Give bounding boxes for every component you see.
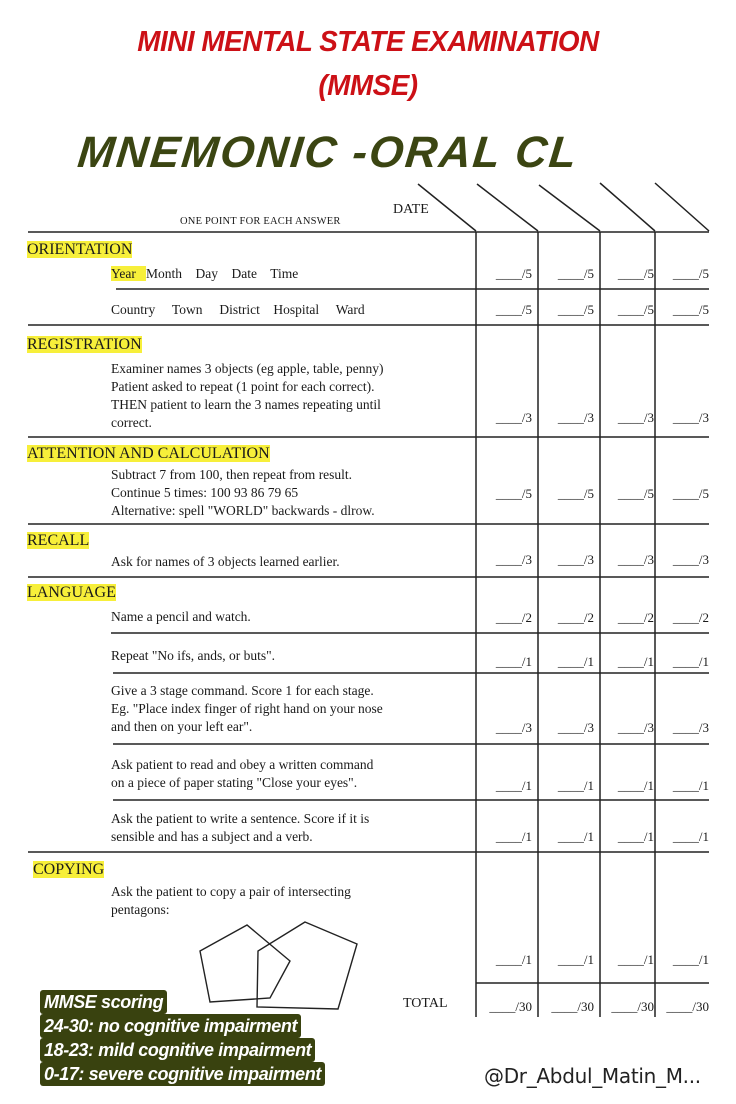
section-heading-recall: RECALL — [27, 532, 90, 549]
mnemonic-heading: MNEMONIC -ORAL CL — [75, 128, 581, 177]
orientation-word: Ward — [335, 302, 365, 317]
score-field[interactable]: ____/5 — [617, 486, 654, 501]
section-heading-language: LANGUAGE — [27, 584, 116, 601]
page-title: MINI MENTAL STATE EXAMINATION — [137, 26, 599, 58]
score-field[interactable]: ____/3 — [495, 720, 532, 735]
total-label: TOTAL — [403, 996, 448, 1011]
score-field[interactable]: ____/3 — [617, 410, 654, 425]
instruction-line: Give a 3 stage command. Score 1 for each stage. — [111, 683, 374, 698]
score-field[interactable]: ____/3 — [557, 720, 594, 735]
score-field[interactable]: ____/1 — [672, 952, 709, 967]
instruction-line: Ask the patient to copy a pair of intersecting — [111, 884, 351, 899]
score-field[interactable]: ____/1 — [672, 829, 709, 844]
instruction-line: Continue 5 times: 100 93 86 79 65 — [111, 485, 299, 500]
score-field[interactable]: ____/2 — [617, 610, 654, 625]
section-heading-copying: COPYING — [33, 861, 105, 878]
instruction-line: Alternative: spell "WORLD" backwards - dlrow. — [111, 503, 375, 518]
score-field[interactable]: ____/5 — [617, 266, 654, 281]
instruction-line: pentagons: — [111, 902, 170, 917]
instruction-text: ONE POINT FOR EACH ANSWER — [180, 216, 341, 227]
scoring-range: 0-17: severe cognitive impairment — [40, 1062, 325, 1086]
score-field[interactable]: ____/3 — [557, 410, 594, 425]
orientation-word: Day — [195, 266, 219, 281]
instruction-line: on a piece of paper stating "Close your eyes". — [111, 775, 358, 790]
score-field[interactable]: ____/3 — [617, 720, 654, 735]
score-field[interactable]: ____/30 — [666, 999, 709, 1014]
score-field[interactable]: ____/5 — [557, 266, 594, 281]
scoring-legend — [40, 990, 325, 1086]
score-field[interactable]: ____/5 — [672, 266, 709, 281]
section-heading-orientation: ORIENTATION — [27, 241, 133, 258]
score-field[interactable]: ____/1 — [557, 952, 594, 967]
score-field[interactable]: ____/1 — [557, 829, 594, 844]
date-diagonal-5 — [655, 183, 709, 231]
section-heading-registration: REGISTRATION — [27, 336, 142, 353]
instruction-line: Ask the patient to write a sentence. Score if it is — [111, 811, 370, 826]
score-field[interactable]: ____/3 — [672, 720, 709, 735]
score-field[interactable]: ____/3 — [617, 552, 654, 567]
score-field[interactable]: ____/5 — [672, 302, 709, 317]
instruction-line: Examiner names 3 objects (eg apple, table, penny) — [111, 361, 384, 376]
orientation-word: Hospital — [273, 302, 320, 317]
score-field[interactable]: ____/3 — [495, 552, 532, 567]
score-field[interactable]: ____/1 — [617, 778, 654, 793]
score-field[interactable]: ____/1 — [672, 654, 709, 669]
instruction-line: Subtract 7 from 100, then repeat from result. — [111, 467, 353, 482]
page-subtitle: (MMSE) — [318, 70, 418, 102]
orientation-word: Date — [231, 266, 258, 281]
scoring-range: 18-23: mild cognitive impairment — [40, 1038, 315, 1062]
language-item-repeat: Repeat "No ifs, ands, or buts". — [111, 648, 275, 663]
score-field[interactable]: ____/30 — [611, 999, 654, 1014]
instruction-line: THEN patient to learn the 3 names repeating until — [111, 397, 381, 412]
recall-instruction: Ask for names of 3 objects learned earlier. — [111, 554, 340, 569]
orientation-word: Time — [270, 266, 299, 281]
language-item-command — [111, 682, 383, 736]
orientation-time-items — [111, 265, 298, 283]
instruction-line: Patient asked to repeat (1 point for each correct). — [111, 379, 375, 394]
date-label: DATE — [393, 202, 429, 217]
score-field[interactable]: ____/5 — [495, 486, 532, 501]
score-field[interactable]: ____/1 — [617, 654, 654, 669]
score-field[interactable]: ____/30 — [551, 999, 594, 1014]
language-item-read — [111, 756, 373, 792]
score-field[interactable]: ____/3 — [672, 410, 709, 425]
score-field[interactable]: ____/1 — [557, 778, 594, 793]
score-field[interactable]: ____/1 — [495, 829, 532, 844]
score-field[interactable]: ____/1 — [672, 778, 709, 793]
score-field[interactable]: ____/3 — [557, 552, 594, 567]
score-field[interactable]: ____/3 — [672, 552, 709, 567]
score-field[interactable]: ____/5 — [557, 302, 594, 317]
score-field[interactable]: ____/5 — [557, 486, 594, 501]
orientation-word: Town — [171, 302, 203, 317]
instruction-line: Ask patient to read and obey a written command — [111, 757, 374, 772]
scoring-title: MMSE scoring — [40, 990, 167, 1014]
language-item-naming: Name a pencil and watch. — [111, 609, 251, 624]
scoring-range: 24-30: no cognitive impairment — [40, 1014, 301, 1038]
instruction-line: correct. — [111, 415, 152, 430]
score-field[interactable]: ____/2 — [557, 610, 594, 625]
score-field[interactable]: ____/1 — [495, 952, 532, 967]
score-field[interactable]: ____/3 — [495, 410, 532, 425]
score-field[interactable]: ____/2 — [495, 610, 532, 625]
instruction-line: Eg. "Place index finger of right hand on your nose — [111, 701, 383, 716]
date-diagonal-1 — [418, 184, 476, 231]
score-field[interactable]: ____/1 — [617, 952, 654, 967]
score-field[interactable]: ____/30 — [489, 999, 532, 1014]
orientation-word: Year — [111, 266, 136, 281]
date-diagonal-4 — [600, 183, 655, 231]
instruction-line: sensible and has a subject and a verb. — [111, 829, 313, 844]
orientation-word: Country — [111, 302, 156, 317]
author-handle: @Dr_Abdul_Matin_M... — [484, 1064, 701, 1088]
score-field[interactable]: ____/5 — [672, 486, 709, 501]
copying-instructions — [111, 883, 351, 919]
orientation-word: District — [219, 302, 260, 317]
instruction-line: and then on your left ear". — [111, 719, 253, 734]
attention-instructions — [111, 466, 375, 520]
score-field[interactable]: ____/1 — [557, 654, 594, 669]
language-item-write — [111, 810, 369, 846]
orientation-word: Month — [146, 266, 183, 281]
registration-instructions — [111, 360, 384, 432]
date-diagonal-2 — [477, 184, 538, 231]
score-field[interactable]: ____/1 — [495, 654, 532, 669]
score-field[interactable]: ____/5 — [495, 266, 532, 281]
date-diagonal-3 — [539, 185, 600, 231]
score-field[interactable]: ____/1 — [495, 778, 532, 793]
score-field[interactable]: ____/2 — [672, 610, 709, 625]
score-field[interactable]: ____/5 — [495, 302, 532, 317]
orientation-place-items — [111, 301, 365, 319]
score-field[interactable]: ____/1 — [617, 829, 654, 844]
score-field[interactable]: ____/5 — [617, 302, 654, 317]
section-heading-attention: ATTENTION AND CALCULATION — [27, 445, 270, 462]
